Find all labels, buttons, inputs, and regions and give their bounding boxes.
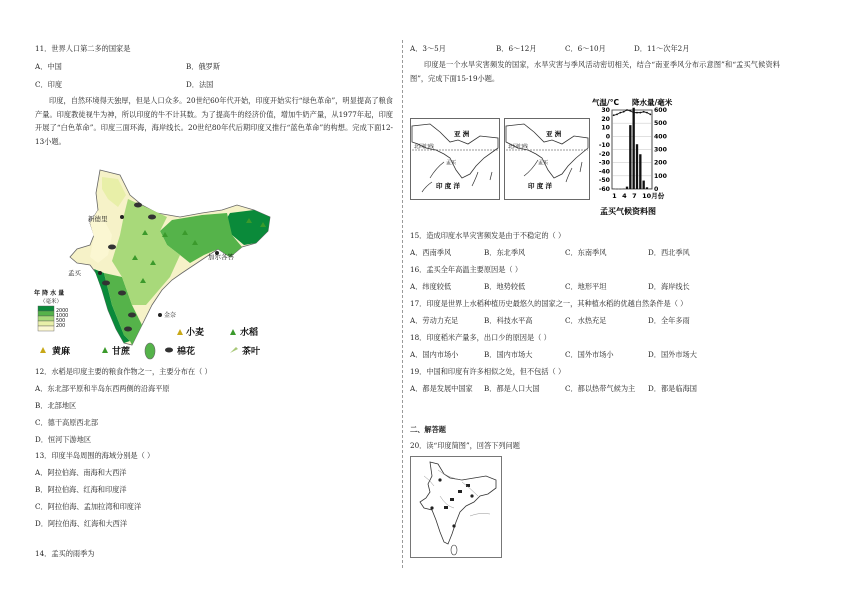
q16-option-b: B．地势较低 [484, 282, 526, 291]
city-mumbai-label: 孟买 [68, 269, 81, 277]
climate-right-tick-6: 0 [654, 186, 659, 193]
q15-option-c: C．东南季风 [565, 248, 607, 257]
climate-precip-bar-11 [646, 187, 648, 189]
legend-swatches [38, 306, 54, 331]
q11-option-d: D．法国 [186, 80, 214, 89]
city-delhi-label: 新德里 [88, 215, 108, 223]
climate-right-tick-1: 500 [654, 120, 667, 128]
climate-precip-bar-7 [633, 108, 635, 189]
q11-option-c: C．印度 [35, 80, 63, 89]
monsoon-map-1-ocean: 印 度 洋 [436, 182, 461, 190]
climate-left-tick-7: -40 [598, 168, 610, 176]
q19-option-d: D．都是临海国 [648, 384, 697, 393]
q17-option-a: A．劳动力充足 [410, 316, 459, 325]
climate-temp-point-3 [619, 112, 621, 114]
legend-value-2000: 2000 [56, 309, 69, 314]
q12-option-d: D．恒河下游地区 [35, 435, 92, 444]
q15-option-d: D．西北季风 [648, 248, 690, 257]
monsoon-map-2-mumbai: 孟买 [538, 160, 549, 166]
climate-precip-bar-6 [629, 125, 631, 189]
q20-stem: 20．读“印度简图”，回答下列问题 [410, 441, 520, 450]
climate-temp-point-2 [616, 113, 618, 115]
passage-2: 印度是一个水旱灾害频发的国家，水旱灾害与季风活动密切相关，结合“南亚季风分布示意图”和“孟买气候资料图”，完成下面15-19小题。 [410, 60, 780, 83]
monsoon-map-1 [410, 118, 500, 200]
q17-option-d: D．全年多雨 [648, 316, 690, 325]
climate-temp-point-4 [623, 111, 625, 113]
climate-precip-bar-5 [626, 187, 628, 189]
q11-option-b: B．俄罗斯 [186, 62, 221, 71]
q15-option-b: B．东北季风 [484, 248, 526, 257]
climate-temp-point-12 [649, 113, 651, 115]
climate-right-tick-3: 300 [654, 146, 667, 154]
monsoon-map-1-asia: 亚 洲 [454, 130, 470, 138]
mumbai-climate-chart [590, 94, 680, 218]
legend-value-500: 500 [56, 319, 66, 324]
climate-x-ticks [612, 191, 665, 200]
legend-title: 年 降 水 量 [34, 290, 65, 297]
q18-stem: 18．印度稻米产量多，出口少的原因是（ ） [410, 333, 551, 342]
q12-stem: 12．水稻是印度主要的粮食作物之一，主要分布在（ ） [35, 367, 212, 376]
climate-left-tick-3: 0 [605, 133, 610, 141]
climate-left-tick-9: -60 [598, 186, 610, 193]
climate-left-tick-6: -30 [598, 159, 610, 167]
climate-left-tick-1: 20 [601, 115, 610, 123]
climate-precip-bars [613, 108, 652, 189]
q14-option-b: B．6～12月 [496, 44, 537, 53]
climate-x-tick-3: 10月份 [642, 192, 665, 200]
climate-temp-point-9 [639, 112, 641, 114]
q12-option-b: B．北部地区 [35, 401, 77, 410]
climate-right-tick-2: 400 [654, 133, 667, 141]
monsoon-map-2-tropic: 北回归线 [508, 144, 529, 150]
crop-wheat-label: 小麦 [186, 328, 205, 338]
crop-cotton-label: 棉花 [177, 347, 196, 357]
monsoon-map-2-asia: 亚 洲 [546, 130, 562, 138]
legend-unit: （毫米） [40, 299, 63, 305]
climate-temp-line [614, 110, 651, 115]
climate-temp-point-8 [636, 112, 638, 114]
climate-precip-bar-8 [636, 144, 638, 189]
monsoon-map-1-tropic: 北回归线 [414, 144, 435, 150]
legend-value-200: 200 [56, 324, 66, 329]
q14-option-c: C．6～10月 [565, 44, 606, 53]
climate-grid [612, 110, 652, 189]
climate-x-tick-1: 4 [622, 192, 627, 200]
q15-option-a: A．西南季风 [410, 248, 452, 257]
q19-stem: 19．中国和印度有许多相似之处，但不包括（ ） [410, 367, 566, 376]
q17-option-b: B．科技水平高 [484, 316, 533, 325]
climate-right-tick-5: 100 [654, 172, 667, 180]
monsoon-map-2-ocean: 印 度 洋 [528, 182, 553, 190]
crop-rice-label: 水稻 [240, 328, 259, 338]
climate-chart-title: 孟买气候资料图 [600, 207, 656, 216]
q16-option-d: D．海岸线长 [648, 282, 690, 291]
india-sketch-map [410, 456, 502, 558]
climate-left-ticks [599, 107, 611, 193]
climate-precip-bar-9 [639, 154, 641, 189]
city-chennai-label: 金奈 [164, 312, 177, 319]
q14-option-a: A．3～5月 [410, 44, 446, 53]
q14-option-d: D．11～次年2月 [634, 44, 690, 53]
q12-option-a: A．东北部平原和半岛东西两侧的沿海平原 [35, 384, 170, 393]
climate-temp-point-11 [646, 112, 648, 114]
passage-1: 印度，自然环境得天独厚，但是人口众多。20世纪60年代开始，印度开始实行“绿色革命”，明显提高了粮食产量。印度教徒视牛为神，所以印度的牛不计其数。为了提高牛的经济价值，增加牛奶产量，从1977年起，印度开展了“白色革命”。印度三面环海，海岸线长。20世纪80年代后期印度又推行“蓝色革命”的构想。完成下面12-13小题。 [35, 96, 393, 146]
climate-temp-point-5 [626, 109, 628, 111]
crop-tea-label: 茶叶 [242, 347, 261, 357]
q17-option-c: C．水热充足 [565, 316, 607, 325]
crop-sugarcane-label: 甘蔗 [112, 347, 131, 357]
climate-precip-bar-10 [643, 181, 645, 189]
climate-right-tick-0: 600 [654, 107, 667, 114]
q11-stem: 11．世界人口第二多的国家是 [35, 44, 131, 53]
q18-option-a: A．国内市场小 [410, 350, 459, 359]
climate-right-ticks [654, 107, 668, 193]
climate-right-axis-title: 降水量/毫米 [632, 98, 673, 107]
q16-stem: 16．孟买全年高温主要原因是（ ） [410, 265, 523, 274]
climate-left-tick-5: -20 [598, 150, 610, 158]
climate-temp-point-6 [629, 110, 631, 112]
q13-stem: 13．印度半岛周围的海域分别是（ ） [35, 451, 155, 460]
climate-left-axis-title: 气温/°C [592, 98, 619, 107]
q13-option-d: D．阿拉伯海、红海和大西洋 [35, 519, 128, 528]
monsoon-map-1-mumbai: 孟买 [446, 160, 457, 166]
climate-left-tick-0: 30 [601, 107, 610, 114]
q15-stem: 15．造成印度水旱灾害频发是由于不稳定的（ ） [410, 231, 566, 240]
q16-option-a: A．纬度较低 [410, 282, 452, 291]
q16-option-c: C．地形平坦 [565, 282, 607, 291]
climate-temp-point-7 [633, 112, 635, 114]
q19-option-a: A．都是发展中国家 [410, 384, 473, 393]
q18-option-c: C．国外市场小 [565, 350, 614, 359]
q13-option-a: A．阿拉伯海、南海和大西洋 [35, 468, 127, 477]
climate-left-tick-4: -10 [598, 142, 610, 150]
climate-left-tick-2: 10 [601, 124, 610, 132]
climate-left-tick-8: -50 [598, 177, 610, 185]
q17-stem: 17．印度是世界上水稻种植历史最悠久的国家之一，其种植水稻的优越自然条件是（ ） [410, 299, 688, 308]
q19-option-c: C．都以热带气候为主 [565, 384, 636, 393]
legend-value-1000: 1000 [56, 314, 69, 319]
q14-stem: 14．孟买的雨季为 [35, 549, 95, 558]
sri-lanka-shape [145, 343, 155, 359]
q13-option-b: B．阿拉伯海、红海和印度洋 [35, 485, 127, 494]
q13-option-c: C．阿拉伯海、孟加拉湾和印度洋 [35, 502, 142, 511]
q19-option-b: B．都是人口大国 [484, 384, 540, 393]
climate-x-tick-2: 7 [632, 192, 637, 200]
q12-option-c: C．德干高原西北部 [35, 418, 99, 427]
india-crop-rainfall-map [32, 165, 282, 360]
climate-temp-point-1 [613, 114, 615, 116]
city-kolkata-label: 加尔各答 [208, 253, 234, 261]
climate-right-tick-4: 200 [654, 159, 667, 167]
section-2-heading: 二、解答题 [410, 425, 446, 434]
q18-option-b: B．国内市场大 [484, 350, 533, 359]
climate-x-tick-0: 1 [612, 192, 617, 200]
q18-option-d: D．国外市场大 [648, 350, 697, 359]
crop-jute-label: 黄麻 [52, 347, 71, 357]
column-divider [402, 40, 403, 568]
climate-temp-point-10 [643, 111, 645, 113]
q11-option-a: A．中国 [35, 62, 62, 71]
monsoon-map-2 [504, 118, 590, 200]
